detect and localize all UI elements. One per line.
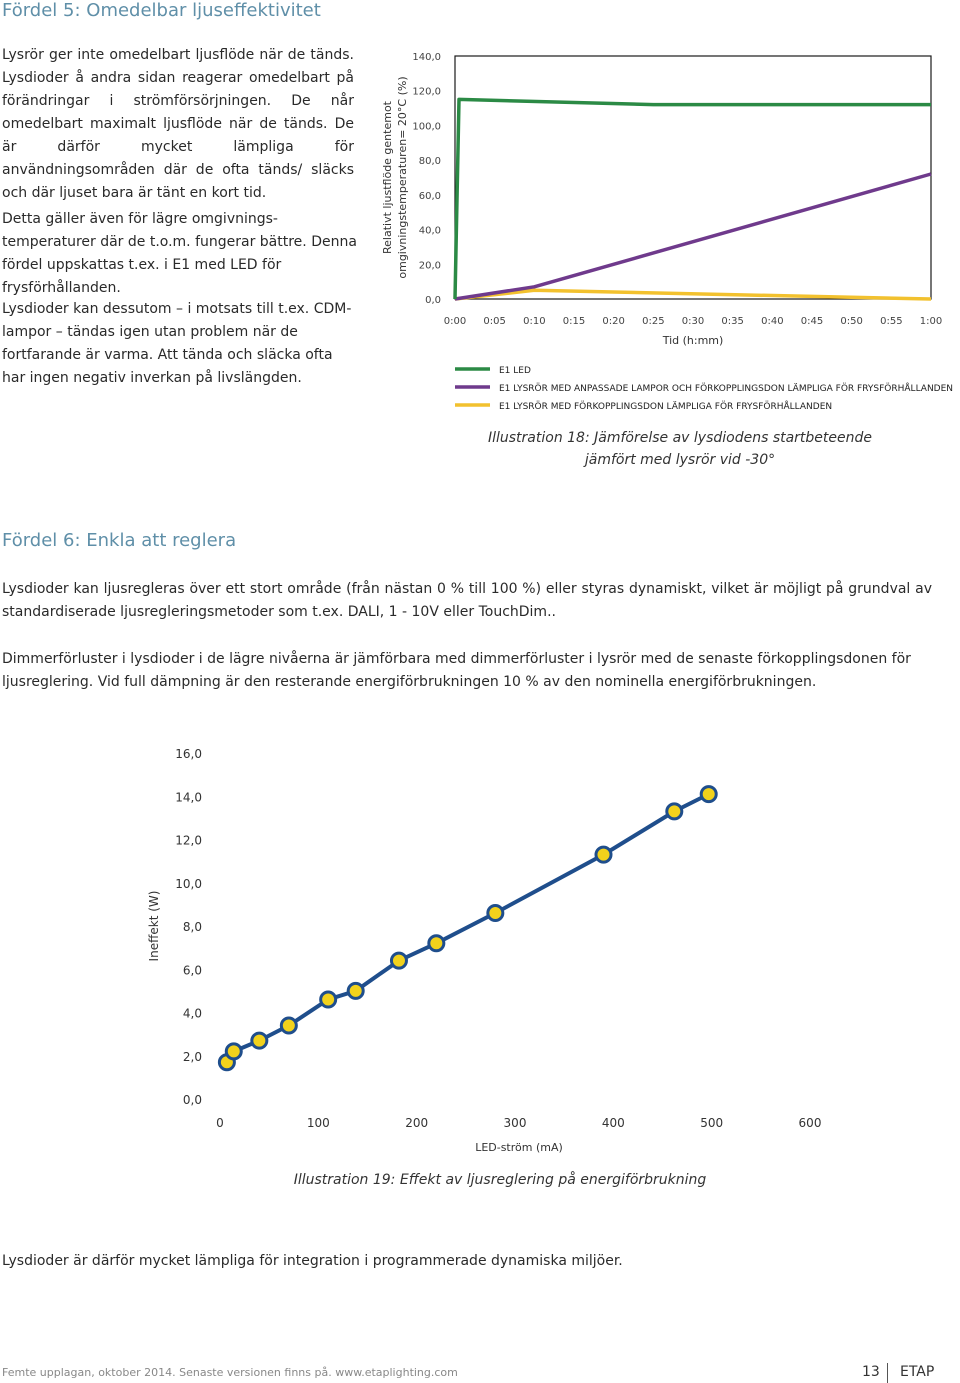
y-tick-label: 0,0 xyxy=(182,1093,202,1107)
section-heading-advantage-5: Fördel 5: Omedelbar ljuseffektivitet xyxy=(2,0,321,21)
y-tick-label: 4,0 xyxy=(182,1006,202,1021)
x-tick-label: 0:20 xyxy=(602,316,625,327)
data-point xyxy=(321,992,336,1007)
y-tick-label: 8,0 xyxy=(182,920,202,934)
section-heading-advantage-6: Fördel 6: Enkla att reglera xyxy=(2,530,237,551)
data-point xyxy=(429,936,444,951)
y-tick-label: 12,0 xyxy=(175,833,202,848)
dimming-power-chart xyxy=(130,735,850,1165)
x-tick-label: 0:05 xyxy=(483,316,506,327)
data-point xyxy=(281,1018,296,1033)
x-tick-label: 100 xyxy=(306,1116,330,1130)
y-tick-label: 16,0 xyxy=(175,747,202,761)
x-tick-label: 0:40 xyxy=(761,316,784,327)
y-tick-label: 60,0 xyxy=(418,190,441,202)
y-tick-label: 6,0 xyxy=(182,963,202,978)
y-axis-title-group xyxy=(381,76,409,278)
x-tick-label: 0:15 xyxy=(562,316,586,327)
data-point xyxy=(701,787,716,802)
footer-brand: ETAP xyxy=(900,1364,935,1380)
x-tick-label: 0:45 xyxy=(800,316,824,327)
legend-label: E1 LYSRÖR MED ANPASSADE LAMPOR OCH FÖRKOPPLINGSDON LÄMPLIGA FÖR FRYSFÖRHÅLLANDEN xyxy=(499,384,954,394)
y-axis-title: Relativt ljustflöde gentemot xyxy=(381,101,394,254)
y-tick-label: 140,0 xyxy=(412,52,441,63)
series-line-2 xyxy=(455,290,931,299)
y-tick-label: 20,0 xyxy=(418,260,441,272)
y-tick-label: 2,0 xyxy=(182,1049,202,1064)
data-point xyxy=(348,983,363,998)
y-tick-label: 120,0 xyxy=(412,86,441,98)
y-axis-title: omgivningstemperaturen= 20°C (%) xyxy=(396,76,409,279)
x-tick-label: 0:00 xyxy=(443,316,467,327)
x-axis-title: LED-ström (mA) xyxy=(475,1141,563,1154)
data-point xyxy=(667,804,682,819)
y-tick-label: 100,0 xyxy=(412,121,441,133)
page-number: 13 xyxy=(862,1364,880,1380)
x-tick-label: 500 xyxy=(700,1116,724,1130)
x-tick-label: 0:25 xyxy=(642,316,665,327)
illustration-18-caption: Illustration 18: Jämförelse av lysdiodens startbeteende jämfört med lysrör vid -30° xyxy=(487,430,873,468)
x-tick-label: 0:35 xyxy=(721,316,744,327)
footer-divider xyxy=(887,1363,888,1383)
legend-label: E1 LED xyxy=(499,366,531,376)
y-tick-label: 40,0 xyxy=(418,225,441,237)
series-line xyxy=(227,794,709,1062)
footer-edition-note: Femte upplagan, oktober 2014. Senaste versionen finns på. www.etaplighting.com xyxy=(2,1366,458,1379)
data-point xyxy=(226,1044,241,1059)
x-tick-label: 0:55 xyxy=(880,316,903,327)
data-point xyxy=(391,953,406,968)
plot-frame xyxy=(455,56,931,299)
paragraph-dimmer-losses: Dimmerförluster i lysdioder i de lägre nivåerna är jämförbara med dimmerförluster i lysrör med de senaste förkopplingsdonen för ljusreglering. Vid full dämpning är den resterande energiförbrukningen 10 % av den nominella energiförbrukningen. xyxy=(2,651,911,690)
x-tick-label: 0:10 xyxy=(523,316,546,327)
data-point xyxy=(596,847,611,862)
x-tick-label: 200 xyxy=(405,1116,429,1130)
data-point xyxy=(488,906,503,921)
x-tick-label: 0:30 xyxy=(681,316,705,327)
y-tick-label: 10,0 xyxy=(175,876,202,891)
paragraph-dimming-range: Lysdioder kan ljusregleras över ett stort område (från nästan 0 % till 100 %) eller styras dynamiskt, vilket är möjligt på grundval av standardiserade ljusregleringsmetoder som t.ex. DALI, 1 - 10V eller TouchDim.. xyxy=(2,581,932,620)
illustration-19-caption: Illustration 19: Effekt av ljusreglering på energiförbrukning xyxy=(293,1172,707,1188)
startup-comparison-chart xyxy=(375,40,960,415)
paragraph-restart: Lysdioder kan dessutom – i motsats till t.ex. CDM-lampor – tändas igen utan problem när de fortfarande är varma. Att tända och släcka ofta har ingen negativ inverkan på livslängden. xyxy=(2,301,352,386)
x-tick-label: 1:00 xyxy=(919,316,943,327)
y-tick-label: 0,0 xyxy=(425,295,441,306)
series-line-0 xyxy=(455,99,931,299)
legend-label: E1 LYSRÖR MED FÖRKOPPLINGSDON LÄMPLIGA FÖR FRYSFÖRHÅLLANDEN xyxy=(499,402,833,412)
series-line-1 xyxy=(455,174,931,299)
x-tick-label: 600 xyxy=(798,1116,822,1130)
x-axis-title: Tid (h:mm) xyxy=(662,334,724,347)
y-axis-title: Ineffekt (W) xyxy=(147,890,161,962)
paragraph-dynamic-environments: Lysdioder är därför mycket lämpliga för integration i programmerade dynamiska miljöer. xyxy=(2,1253,623,1269)
paragraph-low-temperature: Detta gäller även för lägre omgivnings-temperaturer där de t.o.m. fungerar bättre. Denna fördel uppskattas t.ex. i E1 med LED för frysförhållanden. xyxy=(2,211,357,296)
x-tick-label: 400 xyxy=(601,1116,625,1130)
x-tick-label: 300 xyxy=(503,1116,527,1130)
x-tick-label: 0 xyxy=(216,1116,224,1130)
x-tick-label: 0:50 xyxy=(840,316,863,327)
paragraph-instant-light: Lysrör ger inte omedelbart ljusflöde när de tänds. Lysdioder å andra sidan reagerar omedelbart på förändringar i strömförsörjningen. De når omedelbart maximalt ljusflöde när de tänds. De är därför mycket lämpliga för användningsområden där de ofta tänds/ släcks och där ljuset bara är tänt en kort tid. xyxy=(2,47,354,201)
data-point xyxy=(252,1033,267,1048)
y-tick-label: 14,0 xyxy=(175,790,202,805)
y-tick-label: 80,0 xyxy=(418,156,441,168)
